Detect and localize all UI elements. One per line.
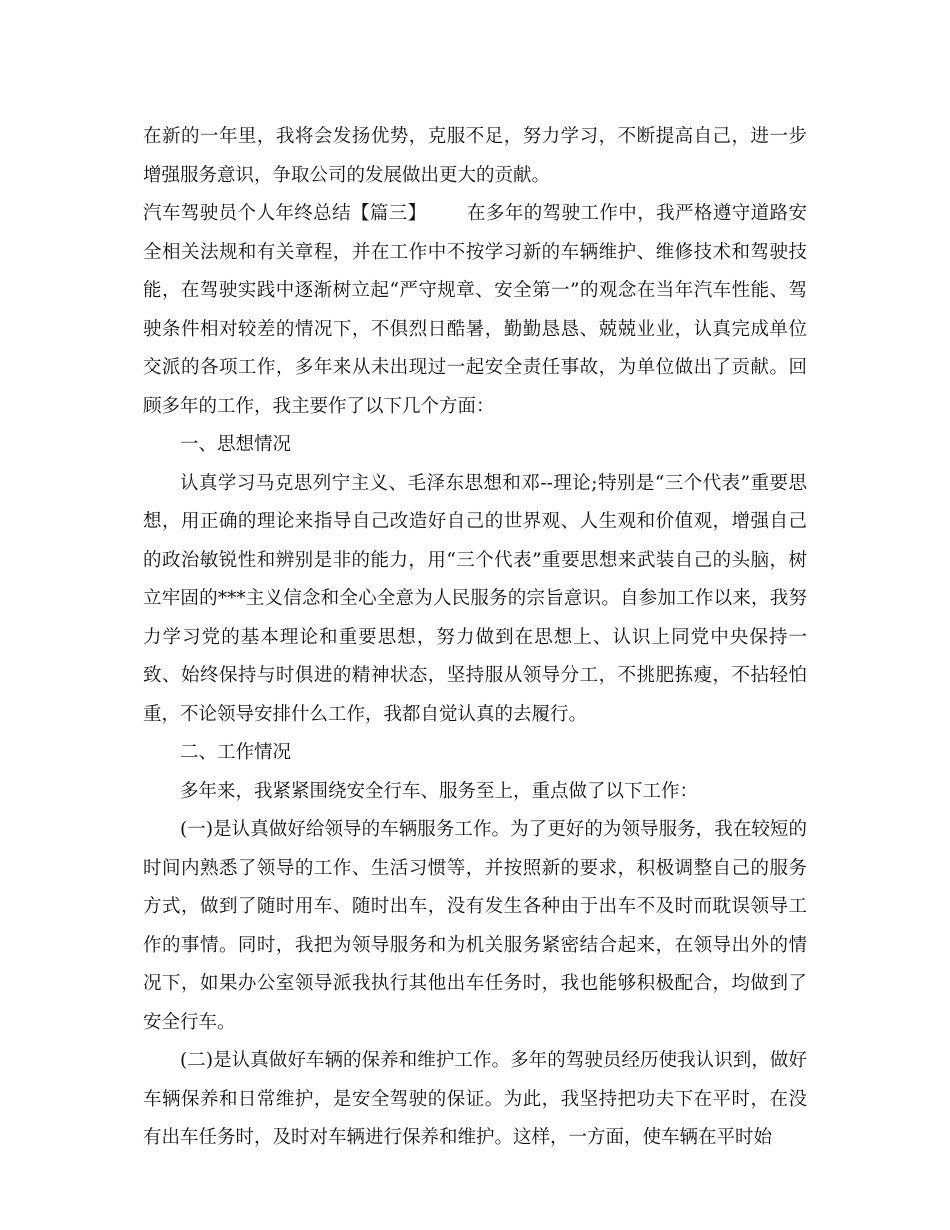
paragraph-work-item-1: (一)是认真做好给领导的车辆服务工作。为了更好的为领导服务，我在较短的时间内熟悉了领导的工作、生活习惯等，并按照新的要求，积极调整自己的服务方式，做到了随时用车、随时出车，没有发生各种由于出车不及时而耽误领导工作的事情。同时，我把为领导服务和为机关服务紧密结合起来，在领导出外的情况下，如果办公室领导派我执行其他出车任务时，我也能够积极配合，均做到了安全行车。 — [143, 819, 807, 1033]
paragraph-ideology: 认真学习马克思列宁主义、毛泽东思想和邓--理论;特别是“三个代表”重要思想，用正确的理论来指导自己改造好自己的世界观、人生观和价值观，增强自己的政治敏锐性和辨别是非的能力，用“三个代表”重要思想来武装自己的头脑，树立牢固的***主义信念和全心全意为人民服务的宗旨意识。自参加工作以来，我努力学习党的基本理论和重要思想，努力做到在思想上、认识上同党中央保持一致、始终保持与时俱进的精神状态，坚持服从领导分工，不挑肥拣瘦，不拈轻怕重，不论领导安排什么工作，我都自觉认真的去履行。 — [143, 472, 807, 725]
section-title: 汽车驾驶员个人年终总结【篇三】 — [143, 203, 427, 224]
paragraph-work-intro: 多年来，我紧紧围绕安全行车、服务至上，重点做了以下工作： — [180, 780, 699, 802]
section-body: 在多年的驾驶工作中，我严格遵守道路安全相关法规和有关章程，并在工作中不按学习新的车辆维护、维修技术和驾驶技能，在驾驶实践中逐渐树立起“严守规章、安全第一”的观念在当年汽车性能、驾驶条件相对较差的情况下，不俱烈日酷暑，勤勤恳恳、兢兢业业，认真完成单位交派的各项工作，多年来从未出现过一起安全责任事故，为单位做出了贡献。回顾多年的工作，我主要作了以下几个方面： — [143, 203, 807, 417]
heading-work: 二、工作情况 — [180, 742, 292, 763]
document-page — [143, 118, 807, 1158]
paragraph-work-item-2: (二)是认真做好车辆的保养和维护工作。多年的驾驶员经历使我认识到，做好车辆保养和日常维护，是安全驾驶的保证。为此，我坚持把功夫下在平时，在没有出车任务时，及时对车辆进行保养和维护。这样，一方面，使车辆在平时始 — [143, 1050, 807, 1148]
paragraph-closing: 在新的一年里，我将会发扬优势，克服不足，努力学习，不断提高自己，进一步增强服务意识，争取公司的发展做出更大的贡献。 — [143, 126, 807, 186]
heading-ideology: 一、思想情况 — [180, 434, 292, 455]
paragraph-section-three — [143, 195, 807, 426]
